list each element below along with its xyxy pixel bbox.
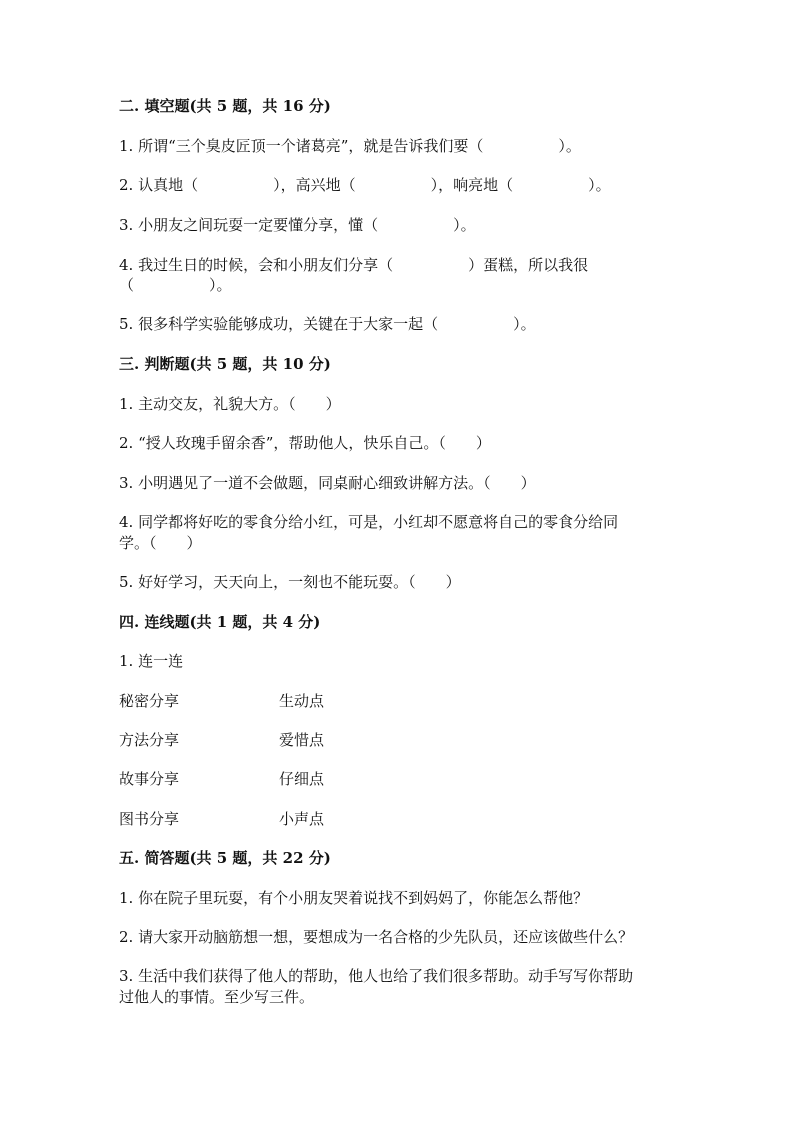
judge-question-4-line-2: 学。（ ） [119, 534, 202, 552]
match-right-item: 仔细点 [279, 770, 325, 788]
match-question-1: 1. 连一连 [119, 652, 184, 670]
fill-question-4-line-2: （ ）。 [119, 276, 232, 294]
fill-question-5: 5. 很多科学实验能够成功，关键在于大家一起（ ）。 [119, 315, 536, 333]
judge-question-2: 2. “授人玫瑰手留余香”，帮助他人，快乐自己。（ ） [119, 434, 491, 452]
short-answer-question-3-line-1: 3. 生活中我们获得了他人的帮助，他人也给了我们很多帮助。动手写写你帮助 [119, 967, 634, 985]
section-4-heading: 四. 连线题(共 1 题，共 4 分) [119, 613, 321, 631]
match-left-item: 故事分享 [119, 770, 180, 788]
fill-question-4-line-1: 4. 我过生日的时候，会和小朋友们分享（ ）蛋糕，所以我很 [119, 256, 589, 274]
match-left-item: 秘密分享 [119, 692, 180, 710]
judge-question-3: 3. 小明遇见了一道不会做题，同桌耐心细致讲解方法。（ ） [119, 474, 536, 492]
match-left-item: 方法分享 [119, 731, 180, 749]
match-right-item: 爱惜点 [279, 731, 325, 749]
short-answer-question-1: 1. 你在院子里玩耍，有个小朋友哭着说找不到妈妈了，你能怎么帮他？ [119, 889, 589, 907]
short-answer-question-2: 2. 请大家开动脑筋想一想，要想成为一名合格的少先队员，还应该做些什么？ [119, 928, 634, 946]
section-3-heading: 三. 判断题(共 5 题，共 10 分) [119, 355, 331, 373]
fill-question-3: 3. 小朋友之间玩耍一定要懂分享，懂（ ）。 [119, 216, 476, 234]
match-left-item: 图书分享 [119, 810, 180, 828]
match-right-item: 小声点 [279, 810, 325, 828]
judge-question-4-line-1: 4. 同学都将好吃的零食分给小红，可是，小红却不愿意将自己的零食分给同 [119, 513, 619, 531]
judge-question-1: 1. 主动交友，礼貌大方。（ ） [119, 395, 341, 413]
section-2-heading: 二. 填空题(共 5 题，共 16 分) [119, 97, 331, 115]
short-answer-question-3-line-2: 过他人的事情。至少写三件。 [119, 988, 315, 1006]
judge-question-5: 5. 好好学习，天天向上，一刻也不能玩耍。（ ） [119, 573, 461, 591]
section-5-heading: 五. 简答题(共 5 题，共 22 分) [119, 849, 331, 867]
fill-question-2: 2. 认真地（ ），高兴地（ ），响亮地（ ）。 [119, 176, 611, 194]
match-right-item: 生动点 [279, 692, 325, 710]
fill-question-1: 1. 所谓“三个臭皮匠顶一个诸葛亮”，就是告诉我们要（ ）。 [119, 137, 581, 155]
